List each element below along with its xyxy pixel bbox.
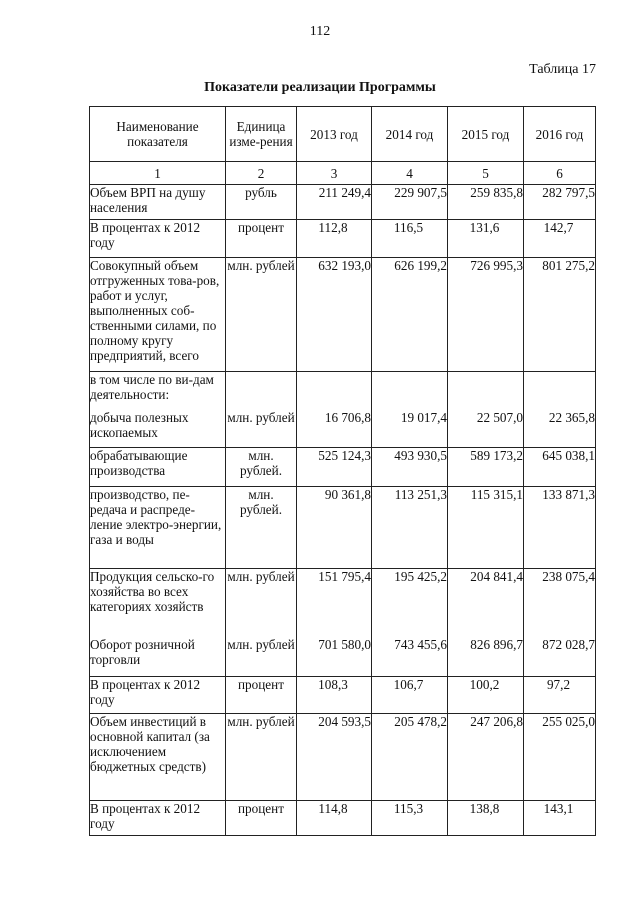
row-value: 133 871,3 [524, 487, 596, 569]
header-name: Наименование показателя [90, 107, 226, 162]
row-value: 282 797,5 [524, 185, 596, 220]
row-value [297, 372, 372, 410]
column-number: 4 [372, 162, 448, 185]
row-unit: млн. рублей [226, 637, 297, 677]
row-value: 701 580,0 [297, 637, 372, 677]
row-name: Объем инвестиций в основной капитал (за исключением бюджетных средств) [90, 714, 226, 801]
row-value: 195 425,2 [372, 569, 448, 637]
row-value: 726 995,3 [448, 258, 524, 372]
row-value: 106,7 [372, 677, 448, 714]
row-value: 113 251,3 [372, 487, 448, 569]
row-value: 259 835,8 [448, 185, 524, 220]
row-name: производство, пе-редача и распреде-ление электро-энергии, газа и воды [90, 487, 226, 569]
row-unit: процент [226, 801, 297, 836]
header-unit: Единица изме-рения [226, 107, 297, 162]
row-value: 142,7 [524, 220, 596, 258]
row-value: 801 275,2 [524, 258, 596, 372]
table-row [90, 410, 596, 448]
row-unit: рубль [226, 185, 297, 220]
row-name: Совокупный объем отгруженных това-ров, работ и услуг, выполненных соб-ственными силами, по полному кругу предприятий, всего [90, 258, 226, 372]
row-value: 493 930,5 [372, 448, 448, 487]
row-name: Продукция сельско-го хозяйства во всех категориях хозяйств [90, 569, 226, 637]
row-value: 114,8 [297, 801, 372, 836]
row-value: 116,5 [372, 220, 448, 258]
indicators-table [89, 106, 596, 836]
row-value: 19 017,4 [372, 410, 448, 448]
row-value: 743 455,6 [372, 637, 448, 677]
row-value: 16 706,8 [297, 410, 372, 448]
row-value: 22 507,0 [448, 410, 524, 448]
header-year-2014: 2014 год [372, 107, 448, 162]
table-row [90, 372, 596, 410]
row-name: добыча полезных ископаемых [90, 410, 226, 448]
table-number: Таблица 17 [529, 62, 596, 77]
row-value: 255 025,0 [524, 714, 596, 801]
row-name: Оборот розничной торговли [90, 637, 226, 677]
page-number: 112 [309, 24, 331, 39]
row-name: В процентах к 2012 году [90, 220, 226, 258]
row-value: 247 206,8 [448, 714, 524, 801]
column-numbers-row [90, 162, 596, 185]
table-row [90, 569, 596, 637]
table-row [90, 220, 596, 258]
row-value: 131,6 [448, 220, 524, 258]
row-value: 211 249,4 [297, 185, 372, 220]
table-title: Показатели реализации Программы [204, 80, 436, 95]
row-name: В процентах к 2012 году [90, 801, 226, 836]
row-value: 108,3 [297, 677, 372, 714]
row-value: 115,3 [372, 801, 448, 836]
row-value: 632 193,0 [297, 258, 372, 372]
row-unit: млн. рублей [226, 714, 297, 801]
row-unit: млн. рублей [226, 258, 297, 372]
row-value: 204 841,4 [448, 569, 524, 637]
column-number: 1 [90, 162, 226, 185]
row-unit: млн. рублей [226, 410, 297, 448]
table-row [90, 714, 596, 801]
row-name: Объем ВРП на душу населения [90, 185, 226, 220]
row-value: 97,2 [524, 677, 596, 714]
table-row [90, 448, 596, 487]
row-unit: млн. рублей [226, 569, 297, 637]
column-number: 5 [448, 162, 524, 185]
table-header-row [90, 107, 596, 162]
row-value: 645 038,1 [524, 448, 596, 487]
row-unit: процент [226, 677, 297, 714]
header-year-2016: 2016 год [524, 107, 596, 162]
row-value: 238 075,4 [524, 569, 596, 637]
row-value [524, 372, 596, 410]
table-row [90, 801, 596, 836]
column-number: 6 [524, 162, 596, 185]
row-unit [226, 372, 297, 410]
row-value: 826 896,7 [448, 637, 524, 677]
row-unit: млн. рублей. [226, 448, 297, 487]
row-value [448, 372, 524, 410]
row-value: 143,1 [524, 801, 596, 836]
row-value: 229 907,5 [372, 185, 448, 220]
table-row [90, 487, 596, 569]
table-row [90, 258, 596, 372]
row-unit: процент [226, 220, 297, 258]
column-number: 3 [297, 162, 372, 185]
row-name: В процентах к 2012 году [90, 677, 226, 714]
header-year-2015: 2015 год [448, 107, 524, 162]
header-year-2013: 2013 год [297, 107, 372, 162]
row-name: в том числе по ви-дам деятельности: [90, 372, 226, 410]
row-value: 90 361,8 [297, 487, 372, 569]
row-value: 205 478,2 [372, 714, 448, 801]
column-number: 2 [226, 162, 297, 185]
table-row [90, 637, 596, 677]
row-value: 204 593,5 [297, 714, 372, 801]
row-value: 151 795,4 [297, 569, 372, 637]
row-value: 525 124,3 [297, 448, 372, 487]
row-value: 138,8 [448, 801, 524, 836]
row-value: 112,8 [297, 220, 372, 258]
row-name: обрабатывающие производства [90, 448, 226, 487]
table-row [90, 185, 596, 220]
row-value: 626 199,2 [372, 258, 448, 372]
row-value: 872 028,7 [524, 637, 596, 677]
row-value: 115 315,1 [448, 487, 524, 569]
table-row [90, 677, 596, 714]
row-value: 589 173,2 [448, 448, 524, 487]
row-unit: млн. рублей. [226, 487, 297, 569]
row-value: 100,2 [448, 677, 524, 714]
row-value: 22 365,8 [524, 410, 596, 448]
row-value [372, 372, 448, 410]
